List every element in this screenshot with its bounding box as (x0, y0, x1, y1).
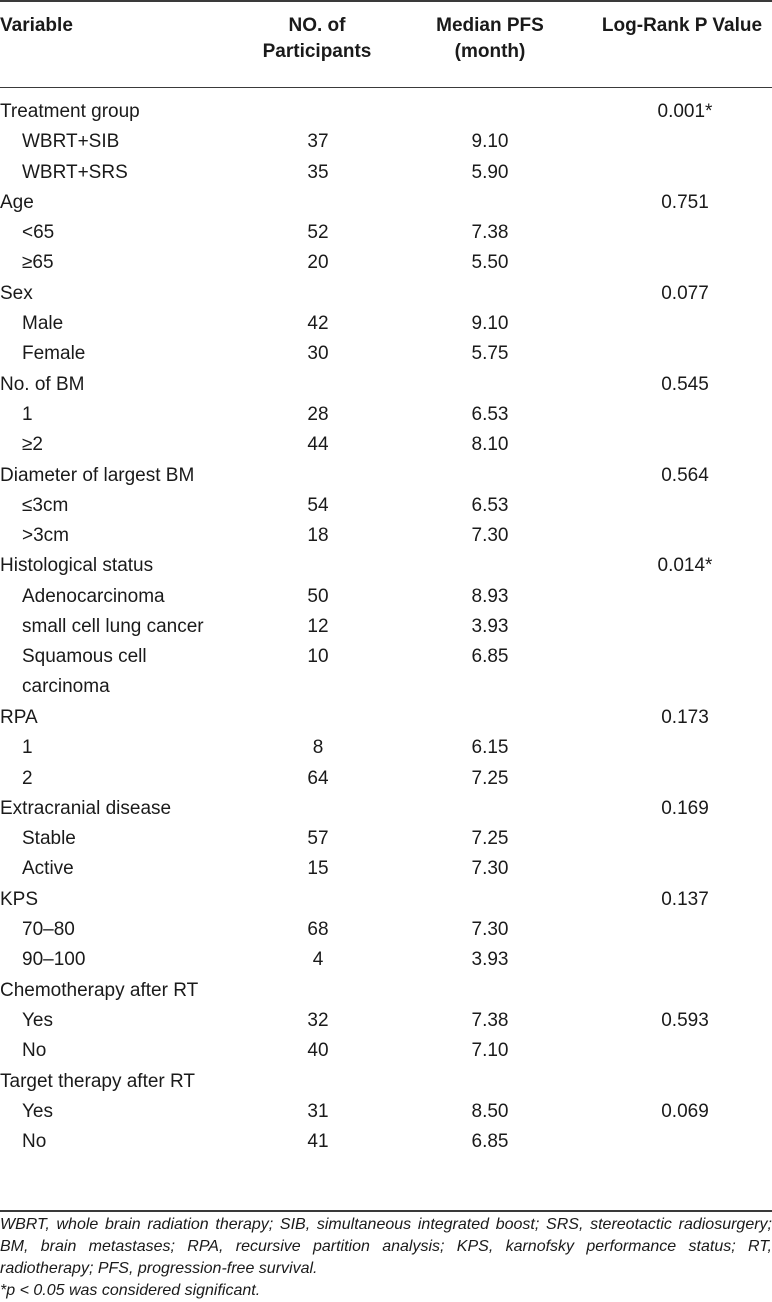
row-participants-cell: 44 (307, 434, 329, 456)
row-median-pfs-cell: 8.50 (471, 1100, 509, 1122)
table-row (0, 1127, 772, 1157)
table-group-row (0, 703, 772, 733)
table-row (0, 1036, 772, 1066)
row-median-pfs-cell: 7.25 (471, 767, 509, 789)
row-variable-cell: Treatment group (0, 101, 140, 122)
row-median-pfs-cell: 8.10 (471, 434, 509, 456)
row-median-pfs-cell: 9.10 (471, 313, 509, 335)
row-variable-cell: Sex (0, 282, 33, 304)
row-median-pfs-cell: 7.30 (471, 525, 509, 547)
row-variable-cell: RPA (0, 706, 38, 728)
table-header-rule (0, 87, 772, 88)
table-row (0, 612, 772, 642)
row-participants-cell: 15 (307, 858, 329, 880)
row-variable-cell: Target therapy after RT (0, 1070, 196, 1092)
row-variable-cell: ≥65 (22, 252, 54, 274)
header-log-rank-p: Log-Rank P Value (601, 15, 763, 36)
row-variable-cell: 1 (22, 737, 33, 759)
header-participants: NO. of Participants (262, 15, 372, 62)
row-variable-cell: Chemotherapy after RT (0, 979, 199, 1001)
row-median-pfs-cell: 6.85 (471, 1131, 509, 1153)
row-median-pfs-cell: 7.25 (471, 828, 509, 850)
row-participants-cell: 32 (307, 1009, 329, 1031)
table-row (0, 764, 772, 794)
row-p-value-cell: 0.169 (661, 797, 709, 819)
table-group-row (0, 976, 772, 1006)
table-row (0, 127, 772, 157)
row-participants-cell: 64 (307, 767, 329, 789)
footnote-significance: *p < 0.05 was considered significant. (0, 1282, 261, 1299)
row-median-pfs-cell: 9.10 (471, 131, 509, 153)
table-group-row (0, 794, 772, 824)
row-participants-cell: 37 (307, 131, 329, 153)
row-variable-cell: KPS (0, 888, 39, 910)
row-participants-cell: 30 (307, 343, 329, 365)
row-median-pfs-cell: 7.30 (471, 919, 509, 941)
table-row (0, 248, 772, 278)
table-row (0, 218, 772, 248)
row-median-pfs-cell: 3.93 (471, 949, 509, 971)
row-variable-cell: Male (22, 313, 64, 335)
table-row (0, 309, 772, 339)
row-variable-cell: Histological status (0, 555, 154, 577)
row-variable-cell: Extracranial disease (0, 797, 172, 819)
row-p-value-cell: 0.545 (661, 373, 709, 395)
row-p-value-cell: 0.001* (657, 101, 713, 122)
row-median-pfs-cell: 6.53 (471, 403, 509, 425)
table-row (0, 521, 772, 551)
row-p-value-cell: 0.751 (661, 191, 709, 213)
row-variable-cell: No (22, 1040, 47, 1062)
table-row (0, 1006, 772, 1036)
row-variable-cell: Age (0, 191, 34, 213)
row-variable-cell: Stable (22, 828, 76, 850)
table-row (0, 582, 772, 612)
row-p-value-cell: 0.069 (661, 1100, 709, 1122)
row-median-pfs-cell: 6.85 (471, 646, 509, 668)
row-participants-cell: 4 (312, 949, 324, 971)
row-participants-cell: 18 (307, 525, 329, 547)
row-variable-cell: >3cm (22, 525, 69, 547)
table-group-row (0, 97, 772, 127)
row-variable-cell: ≥2 (22, 434, 43, 456)
row-participants-cell: 57 (307, 828, 329, 850)
row-median-pfs-cell: 7.10 (471, 1040, 509, 1062)
table-row (0, 491, 772, 521)
row-median-pfs-cell: 3.93 (471, 616, 509, 638)
row-participants-cell: 8 (312, 737, 324, 759)
table-row (0, 1097, 772, 1127)
row-variable-cell: Female (22, 343, 86, 365)
row-participants-cell: 41 (307, 1131, 329, 1153)
row-variable-cell: WBRT+SIB (22, 131, 120, 153)
row-participants-cell: 20 (307, 252, 329, 274)
row-variable-cell: small cell lung cancer (22, 616, 204, 638)
table-group-row (0, 188, 772, 218)
row-variable-cell: No. of BM (0, 373, 85, 395)
row-variable-cell: WBRT+SRS (22, 161, 128, 183)
row-p-value-cell: 0.014* (657, 555, 713, 577)
row-variable-cell: <65 (22, 222, 55, 244)
row-participants-cell: 52 (307, 222, 329, 244)
row-participants-cell: 42 (307, 313, 329, 335)
table-group-row (0, 1067, 772, 1097)
table-row (0, 339, 772, 369)
table-group-row (0, 279, 772, 309)
row-variable-cell: Active (22, 858, 74, 880)
row-participants-cell: 40 (307, 1040, 329, 1062)
row-median-pfs-cell: 7.38 (471, 1009, 509, 1031)
row-participants-cell: 10 (307, 646, 329, 668)
table-row (0, 915, 772, 945)
header-median-pfs: Median PFS (month) (436, 15, 544, 62)
row-variable-cell: Yes (22, 1100, 53, 1122)
row-variable-cell: No (22, 1131, 47, 1153)
table-group-row (0, 551, 772, 581)
row-variable-cell: Diameter of largest BM (0, 464, 195, 486)
table-group-row (0, 461, 772, 491)
table-row (0, 158, 772, 188)
row-participants-cell: 35 (307, 161, 329, 183)
row-participants-cell: 54 (307, 494, 329, 516)
table-row (0, 854, 772, 884)
row-p-value-cell: 0.564 (661, 464, 709, 486)
table-top-rule (0, 0, 772, 2)
row-variable-cell: Yes (22, 1009, 53, 1031)
row-median-pfs-cell: 8.93 (471, 585, 509, 607)
table-row (0, 945, 772, 975)
table-row (0, 430, 772, 460)
row-median-pfs-cell: 5.75 (471, 343, 509, 365)
header-variable: Variable (0, 15, 73, 36)
row-participants-cell: 12 (307, 616, 329, 638)
row-median-pfs-cell: 7.30 (471, 858, 509, 880)
row-median-pfs-cell: 7.38 (471, 222, 509, 244)
row-participants-cell: 68 (307, 919, 329, 941)
table-group-row (0, 370, 772, 400)
row-p-value-cell: 0.593 (661, 1009, 709, 1031)
row-participants-cell: 28 (307, 403, 329, 425)
row-median-pfs-cell: 6.15 (471, 737, 509, 759)
row-variable-cell: Squamous cell carcinoma (22, 646, 147, 698)
row-median-pfs-cell: 5.90 (471, 161, 509, 183)
row-median-pfs-cell: 6.53 (471, 494, 509, 516)
row-p-value-cell: 0.137 (661, 888, 709, 910)
table-group-row (0, 885, 772, 915)
row-median-pfs-cell: 5.50 (471, 252, 509, 274)
row-participants-cell: 31 (307, 1100, 329, 1122)
table-row (0, 733, 772, 763)
row-variable-cell: 1 (22, 403, 33, 425)
table-row (0, 824, 772, 854)
table-row (0, 642, 772, 703)
table-body (0, 97, 772, 1157)
row-variable-cell: Adenocarcinoma (22, 585, 165, 607)
row-variable-cell: 2 (22, 767, 33, 789)
row-variable-cell: 70–80 (22, 919, 75, 941)
row-variable-cell: ≤3cm (22, 494, 69, 516)
row-variable-cell: 90–100 (22, 949, 86, 971)
table-bottom-rule (0, 1210, 772, 1212)
table-row (0, 400, 772, 430)
table-footnote (0, 1214, 772, 1302)
row-p-value-cell: 0.173 (661, 706, 709, 728)
footnote-abbreviations: WBRT, whole brain radiation therapy; SIB, simultaneous integrated boost; SRS, stereotactic radiosurgery; BM, brain metastases; RPA, recursive partition analysis; KPS, karnofsky performance status; RT, radiotherapy; PFS, progression-free survival. (0, 1216, 772, 1277)
row-participants-cell: 50 (307, 585, 329, 607)
row-p-value-cell: 0.077 (661, 282, 709, 304)
